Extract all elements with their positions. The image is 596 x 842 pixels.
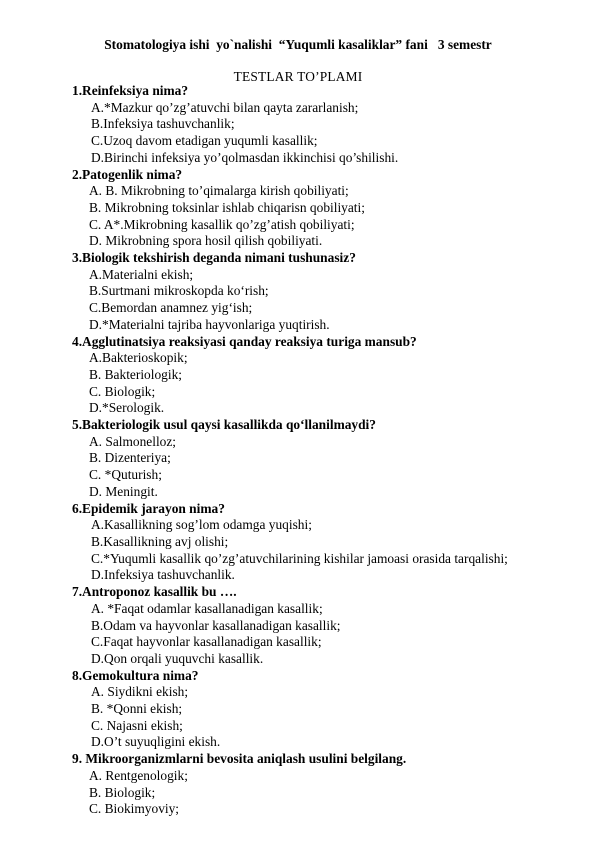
- question-title: 5.Bakteriologik usul qaysi kasallikda qo‘llanilmaydi?: [72, 417, 376, 433]
- question-7: [72, 584, 582, 668]
- answer-option-c: C.Faqat hayvonlar kasallanadigan kasallik;: [91, 634, 322, 650]
- answer-option-d: D. Mikrobning spora hosil qilish qobiliyati.: [89, 233, 323, 249]
- question-title: 9. Mikroorganizmlarni bevosita aniqlash usulini belgilang.: [72, 751, 407, 767]
- answer-option-d: D.O’t suyuqligini ekish.: [91, 734, 221, 750]
- answer-option-b: B. Mikrobning toksinlar ishlab chiqarisn qobiliyati;: [89, 199, 365, 215]
- question-2: [72, 167, 582, 251]
- question-title: 3.Biologik tekshirish deganda nimani tushunasiz?: [72, 250, 356, 266]
- document-header: Stomatologiya ishi yo`nalishi “Yuqumli kasaliklar” fani 3 semestr: [104, 37, 492, 52]
- question-title: 6.Epidemik jarayon nima?: [72, 500, 225, 516]
- answer-option-b: B.Odam va hayvonlar kasallanadigan kasallik;: [91, 617, 341, 633]
- question-4: [72, 334, 582, 418]
- answer-option-b: B.Surtmani mikroskopda ko‘rish;: [89, 283, 269, 299]
- answer-option-b: B.Infeksiya tashuvchanlik;: [91, 116, 235, 132]
- answer-option-d: D.*Materialni tajriba hayvonlariga yuqtirish.: [89, 316, 330, 332]
- answer-option-a: A.*Mazkur qo’zg’atuvchi bilan qayta zararlanish;: [91, 99, 359, 115]
- answer-option-b: B. Dizenteriya;: [89, 450, 171, 466]
- answer-option-a: A.Bakterioskopik;: [89, 350, 188, 366]
- answer-option-a: A. B. Mikrobning to’qimalarga kirish qobiliyati;: [89, 183, 349, 199]
- answer-option-c: C.Bemordan anamnez yig‘ish;: [89, 300, 253, 316]
- question-6: [72, 501, 582, 585]
- document-subtitle: TESTLAR TO’PLAMI: [233, 69, 363, 84]
- answer-option-a: A. Salmonelloz;: [89, 433, 177, 449]
- answer-option-a: A. Rentgenologik;: [89, 767, 188, 783]
- question-3: [72, 250, 582, 334]
- answer-option-b: B. Bakteriologik;: [89, 366, 182, 382]
- question-1: [72, 83, 582, 167]
- answer-option-a: A. Siydikni ekish;: [91, 684, 189, 700]
- answer-option-c: C.Uzoq davom etadigan yuqumli kasallik;: [91, 133, 318, 149]
- answer-option-b: B.Kasallikning avj olishi;: [91, 533, 229, 549]
- answer-option-c: C. Najasni ekish;: [91, 717, 183, 733]
- question-list: [72, 83, 582, 818]
- answer-option-d: D.Qon orqali yuquvchi kasallik.: [91, 650, 264, 666]
- answer-option-d: D.*Serologik.: [89, 400, 165, 416]
- question-8: [72, 668, 582, 752]
- answer-option-c: C. *Quturish;: [89, 467, 162, 483]
- answer-option-b: B. Biologik;: [89, 784, 156, 800]
- question-9: [72, 751, 582, 818]
- answer-option-a: A.Materialni ekish;: [89, 266, 194, 282]
- answer-option-c: C. Biologik;: [89, 383, 156, 399]
- answer-option-d: D.Birinchi infeksiya yo’qolmasdan ikkinchisi qo’shilishi.: [91, 149, 399, 165]
- answer-option-b: B. *Qonni ekish;: [91, 701, 183, 717]
- answer-option-a: A. *Faqat odamlar kasallanadigan kasallik;: [91, 600, 323, 616]
- answer-option-a: A.Kasallikning sog’lom odamga yuqishi;: [91, 517, 312, 533]
- question-title: 4.Agglutinatsiya reaksiyasi qanday reaksiya turiga mansub?: [72, 333, 417, 349]
- question-title: 1.Reinfeksiya nima?: [72, 83, 189, 98]
- answer-option-d: D. Meningit.: [89, 483, 158, 499]
- answer-option-c: C.*Yuqumli kasallik qo’zg’atuvchilarining kishilar jamoasi orasida tarqalishi;: [91, 550, 508, 566]
- question-title: 7.Antroponoz kasallik bu ….: [72, 584, 237, 600]
- answer-option-c: C. Biokimyoviy;: [89, 801, 180, 817]
- question-5: [72, 417, 582, 501]
- question-title: 8.Gemokultura nima?: [72, 667, 199, 683]
- answer-option-d: D.Infeksiya tashuvchanlik.: [91, 567, 235, 583]
- question-title: 2.Patogenlik nima?: [72, 166, 183, 182]
- answer-option-c: C. A*.Mikrobning kasallik qo’zg’atish qobiliyati;: [89, 216, 355, 232]
